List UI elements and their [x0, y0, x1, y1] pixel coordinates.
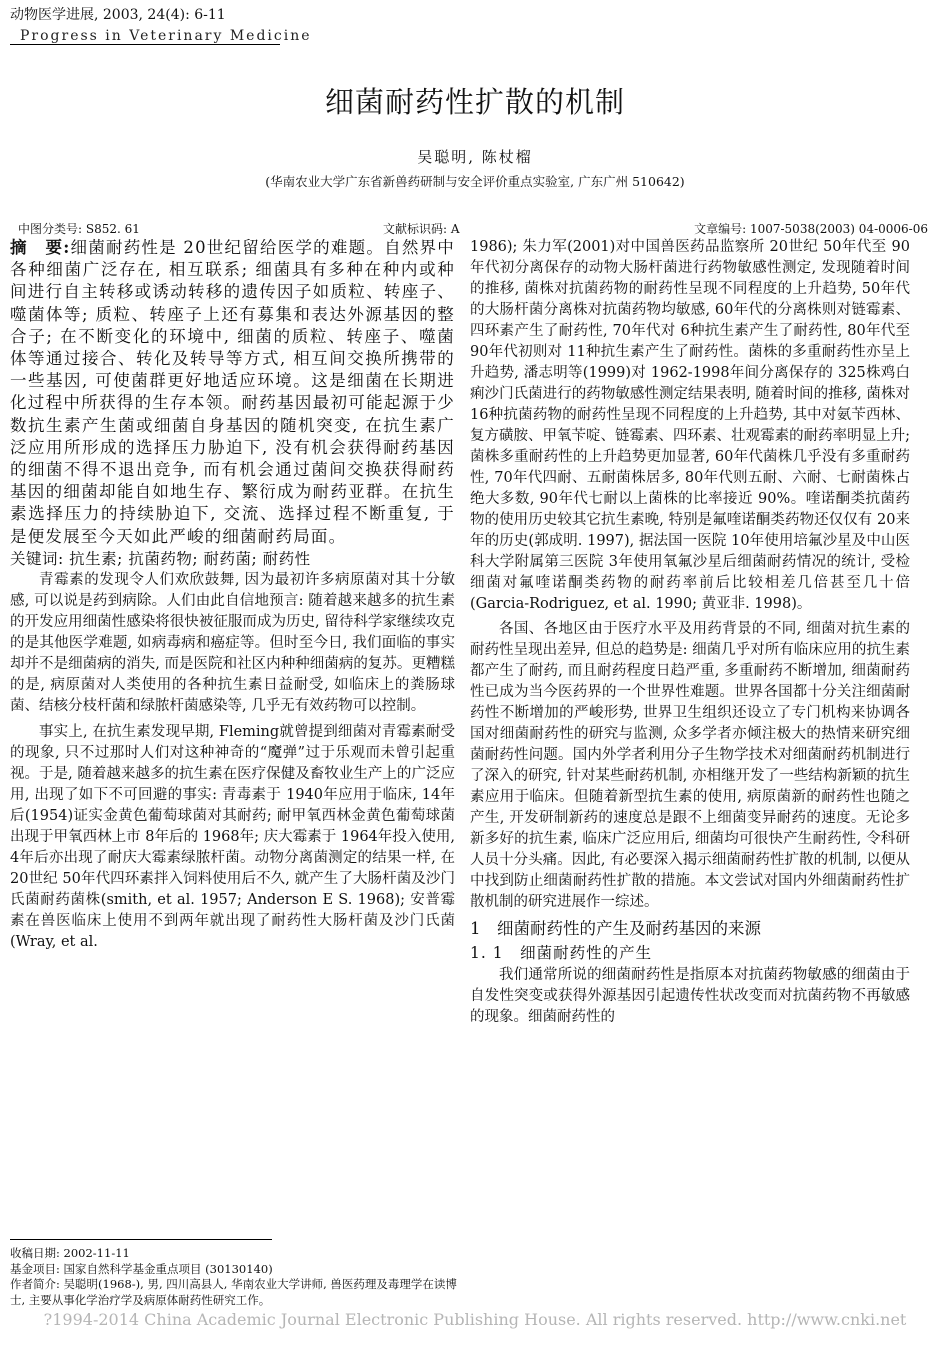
- journal-citation: 动物医学进展, 2003, 24(4): 6-11: [10, 7, 226, 23]
- received-date: 收稿日期: 2002-11-11: [10, 1246, 130, 1260]
- section-heading: 1 细菌耐药性的产生及耐药基因的来源: [470, 919, 761, 938]
- fund-info: 基金项目: 国家自然科学基金重点项目 (30130140): [10, 1261, 273, 1276]
- abstract-text: 细菌耐药性是 20世纪留给医学的难题。自然界中各种细菌广泛存在, 相互联系; 细菌具有多种在种内或种间进行自主转移或诱动转移的遗传因子如质粒、转座子、噬菌体等; 质粒、转座子上还有募集和表达外源基因的整合子; 在不断变化的环境中, 细菌的质粒、转座子、噬菌体等通过接合、转化及转导等方式, 相互间交换所携带的一些基因, 可使菌群更好地适应环境。这是细菌在长期进化过程中所获得的生存本领。耐药基因最初可能起源于少数抗生素产生菌或细菌自身基因的随机突变, 在抗生素广泛应用所形成的选择压力胁迫下, 没有机会获得耐药基因的细菌不得不退出竞争, 而有机会通过菌间交换获得耐药基因的细菌却能自如地生存、繁衍成为耐药亚群。在抗生素选择压力的持续胁迫下, 交流、选择过程不断重复, 于是便发展至今天如此严峻的细菌耐药局面。: [10, 238, 455, 546]
- body-paragraph: 1986); 朱力军(2001)对中国兽医药品监察所 20世纪 50年代至 90年代初分离保存的动物大肠杆菌进行药物敏感性测定, 发现随着时间的推移, 菌株对抗菌药物的耐药性呈现不同程度的上升趋势, 50年代的大肠杆菌分离株对抗菌药物均敏感, 60年代的分离株则对链霉素、四环素产生了耐药性, 70年代对 6种抗生素产生了耐药性, 80年代至 90年代初则对 11种抗生素产生了耐药性。菌株的多重耐药性亦呈上升趋势, 潘志明等(1999)对 1962-1998年间分离保存的 325株鸡白痢沙门氏菌进行的药物敏感性测定结果表明, 随着时间的推移, 菌株对 16种抗菌药物的耐药性呈现不同程度的上升趋势, 其中对氨苄西林、复方磺胺、甲氧苄啶、链霉素、四环素、壮观霉素的耐药率明显上升; 菌株多重耐药性的上升趋势更加显著, 60年代菌株几乎没有多重耐药性, 70年代四耐、五耐菌株居多, 80年代则五耐、六耐、七耐菌株占绝大多数, 90年代七耐以上菌株的比率接近 90%。喹诺酮类抗菌药物的使用历史较其它抗生素晚, 特别是氟喹诺酮类药物还仅仅有 20来年的历史(郭成明. 1997), 据法国一医院 10年使用培氟沙星及中山医科大学附属第三医院 3年使用氧氟沙星后细菌耐药情况的统计, 受检细菌对氟喹诺酮类药物的耐药率前后比较相差几倍甚至几十倍(Garcia-Rodriguez, et al. 1990; 黄亚非. 1998)。: [470, 239, 910, 612]
- abstract: [10, 237, 455, 548]
- keywords: [10, 548, 455, 570]
- author-affiliation: (华南农业大学广东省新兽药研制与安全评价重点实验室, 广东广州 510642): [265, 174, 685, 189]
- right-column: [470, 237, 910, 1028]
- footnotes: [10, 1246, 460, 1308]
- abstract-label: 摘 要:: [10, 238, 71, 257]
- article-authors: 吴聪明, 陈杖榴: [417, 148, 533, 166]
- copyright-watermark: ?1994-2014 China Academic Journal Electronic Publishing House. All rights reserved. http://www.cnki.net: [43, 1310, 907, 1329]
- subsection-heading: 1. 1 细菌耐药性的产生: [470, 944, 653, 962]
- left-column: [10, 237, 455, 953]
- journal-english-name: Progress in Veterinary Medicine: [20, 28, 312, 44]
- keywords-text: 抗生素; 抗菌药物; 耐药菌; 耐药性: [69, 549, 311, 568]
- body-paragraph: 各国、各地区由于医疗水平及用药背景的不同, 细菌对抗生素的耐药性呈现出差异, 但总的趋势是: 细菌几乎对所有临床应用的抗生素都产生了耐药, 而且耐药程度日趋严重, 多重耐药不断增加, 细菌耐药性已成为当今医药界的一个世界性难题。世界各国都十分关注细菌耐药性不断增加的严峻形势, 世界卫生组织还设立了专门机构来协调各国对细菌耐药性的研究与监测, 众多学者亦倾注极大的热情来研究细菌耐药性问题。国内外学者利用分子生物学技术对细菌耐药机制进行了深入的研究, 针对某些耐药机制, 亦相继开发了一些结构新颖的抗生素应用于临床。但随着新型抗生素的使用, 病原菌新的耐药性也随之产生, 开发研制新药的速度总是跟不上细菌变异耐药的速度。无论多新多好的抗生素, 临床广泛应用后, 细菌均可很快产生耐药性, 令科研人员十分头痛。因此, 有必要深入揭示细菌耐药性扩散的机制, 以便从中找到防止细菌耐药性扩散的措施。本文尝试对国内外细菌耐药性扩散机制的研究进展作一综述。: [470, 621, 910, 910]
- author-bio: 作者简介: 吴聪明(1968-), 男, 四川高县人, 华南农业大学讲师, 兽医药理及毒理学在读博士, 主要从事化学治疗学及病原体耐药性研究工作。: [10, 1277, 457, 1307]
- article-meta-row: [18, 220, 928, 236]
- body-paragraph: 青霉素的发现令人们欢欣鼓舞, 因为最初许多病原菌对其十分敏感, 可以说是药到病除。人们由此自信地预言: 随着越来越多的抗生素的开发应用细菌性感染将很快被征服而成为历史, 留待科学家继续攻克的是其他医学难题, 如病毒病和癌症等。但时至今日, 我们面临的事实却并不是细菌病的消失, 而是医院和社区内种种细菌病的复苏。更糟糕的是, 病原菌对人类使用的各种抗生素日益耐受, 如临床上的粪肠球菌、结核分枝杆菌和绿脓杆菌感染等, 几乎无有效药物可以控制。: [10, 571, 455, 714]
- article-title: 细菌耐药性扩散的机制: [324, 85, 625, 119]
- body-paragraph: 事实上, 在抗生素发现早期, Fleming就曾提到细菌对青霉素耐受的现象, 只不过那时人们对这种神奇的“魔弹”过于乐观而未曾引起重视。于是, 随着越来越多的抗生素在医疗保健及畜牧业生产上的广泛应用, 出现了如下不可回避的事实: 青毒素于 1940年应用于临床, 14年后(1954)证实金黄色葡萄球菌对其耐药; 耐甲氧西林金黄色葡萄球菌出现于甲氧西林上市 8年后的 1968年; 庆大霉素于 1964年投入使用, 4年后亦出现了耐庆大霉素绿脓杆菌。动物分离菌测定的结果一样, 在 20世纪 50年代四环素拌入饲料使用后不久, 就产生了大肠杆菌及沙门氏菌耐药菌株(smith, et al. 1957; Anderson E S. 1968); 安普霉素在兽医临床上使用不到两年就出现了耐药性大肠杆菌及沙门氏菌(Wray, et al.: [10, 723, 455, 950]
- footnote-rule: [10, 1239, 272, 1240]
- document-code: 文献标识码: A: [383, 222, 460, 236]
- clc-number: 中图分类号: S852. 61: [18, 222, 140, 236]
- header-rule: [10, 44, 280, 45]
- body-paragraph: 我们通常所说的细菌耐药性是指原本对抗菌药物敏感的细菌由于自发性突变或获得外源基因引起遗传性状改变而对抗菌药物不再敏感的现象。细菌耐药性的: [470, 967, 910, 1025]
- article-number: 文章编号: 1007-5038(2003) 04-0006-06: [694, 222, 928, 236]
- keywords-label: 关键词:: [10, 549, 64, 568]
